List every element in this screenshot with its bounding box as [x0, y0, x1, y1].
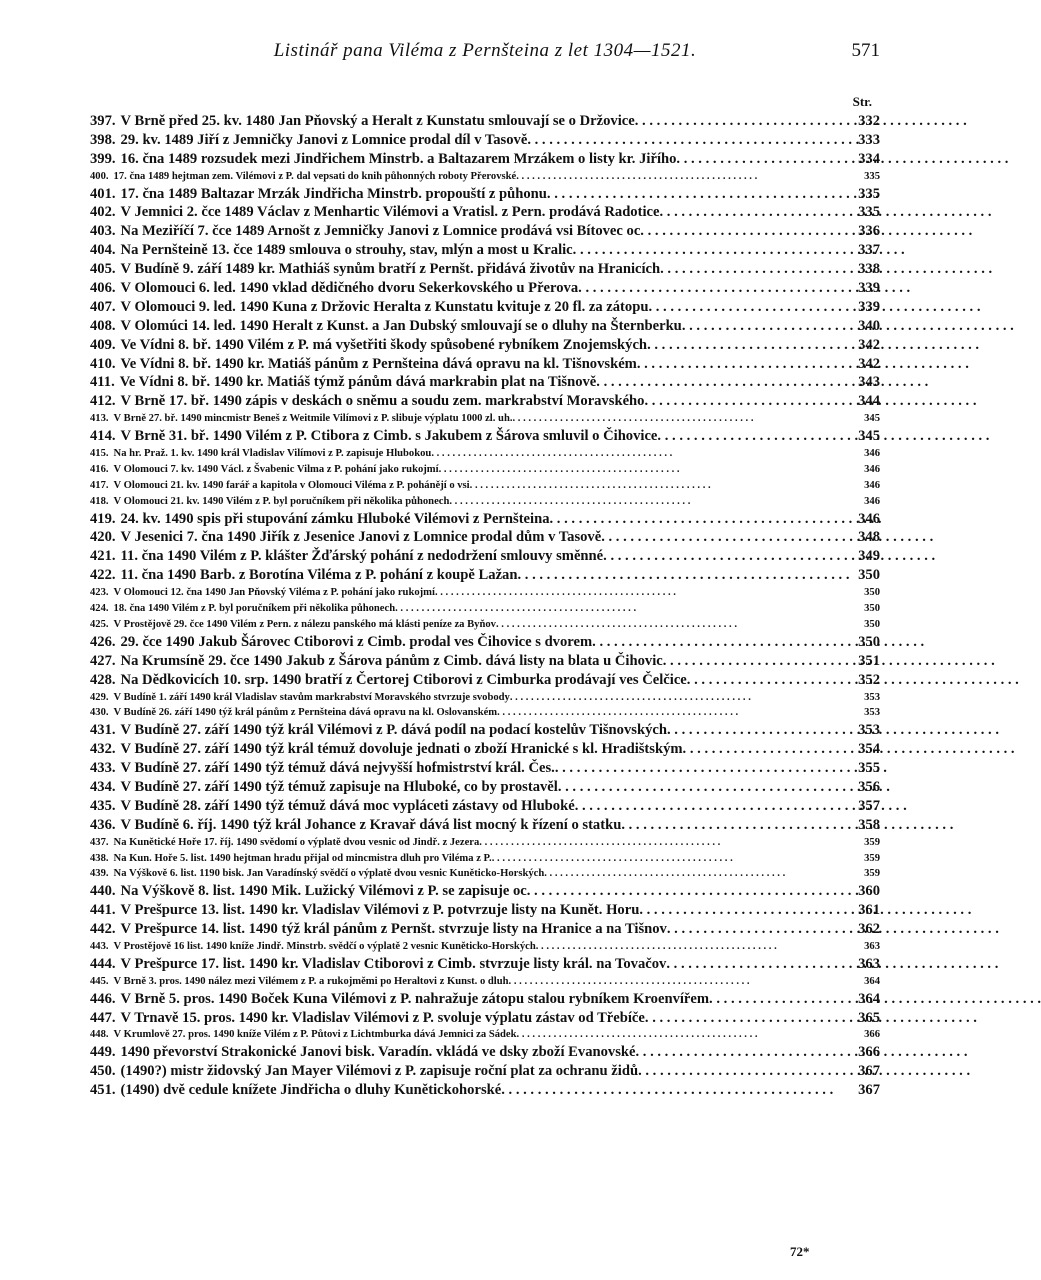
entry-number: 446. [90, 990, 116, 1007]
entry-number: 434. [90, 778, 116, 795]
entry-description: Na Pernšteině 13. čce 1489 smlouva o strouhy, stav, mlýn a most u Kralic [120, 242, 573, 259]
toc-entry [90, 336, 880, 355]
entry-page: 335 [864, 170, 880, 182]
entry-number: 410. [90, 355, 116, 372]
toc-entry [90, 901, 880, 920]
toc-entry [90, 835, 880, 851]
entry-page: 367 [858, 1063, 880, 1080]
toc-entry [90, 241, 880, 260]
entry-number: 419. [90, 510, 116, 527]
toc-entry [90, 1009, 880, 1028]
entry-number: 408. [90, 317, 116, 334]
entry-number: 402. [90, 204, 116, 221]
entry-description: Na Krumsíně 29. čce 1490 Jakub z Šárova pánům z Cimb. dává listy na blata u Čihovic [120, 652, 663, 669]
entry-number: 445. [90, 975, 109, 987]
entry-description: V Brně 3. pros. 1490 nález mezi Vilémem z P. a rukojměmi po Heraltovi z Kunst. o dluh [113, 975, 509, 987]
dot-leader [644, 392, 850, 411]
entry-number: 406. [90, 280, 116, 297]
entry-page: 348 [858, 529, 880, 546]
dot-leader [637, 355, 850, 374]
dot-leader [544, 866, 850, 882]
entry-page: 345 [858, 428, 880, 445]
dot-leader [640, 222, 850, 241]
toc-entry [90, 355, 880, 374]
toc-entry [90, 317, 880, 336]
entry-page: 335 [858, 204, 880, 221]
entry-page: 350 [864, 587, 880, 599]
dot-leader [497, 705, 850, 721]
page-column-label: Str. [852, 94, 872, 109]
entry-description: 29. kv. 1489 Jiří z Jemničky Janovi z Lomnice prodal díl v Tasově [120, 131, 528, 148]
table-of-contents [90, 112, 880, 1100]
entry-number: 448. [90, 1029, 109, 1041]
dot-leader [635, 1043, 850, 1062]
toc-entry [90, 974, 880, 990]
dot-leader [663, 652, 850, 671]
entry-number: 436. [90, 816, 116, 833]
entry-page: 366 [858, 1044, 880, 1061]
entry-page: 357 [858, 797, 880, 814]
entry-page: 355 [858, 760, 880, 777]
entry-page: 354 [858, 741, 880, 758]
entry-number: 415. [90, 448, 109, 460]
entry-description: V Prostějově 29. čce 1490 Vilém z Pern. z nálezu panského má klásti peníze za Byňov [113, 618, 496, 630]
entry-page: 364 [858, 990, 880, 1007]
entry-number: 449. [90, 1044, 116, 1061]
dot-leader [683, 740, 850, 759]
dot-leader [635, 112, 850, 131]
entry-page: 353 [858, 722, 880, 739]
entry-description: V Jemnici 2. čce 1489 Václav z Menhartic Vilémovi a Vratisl. z Pern. prodává Radotice [120, 204, 660, 221]
toc-entry [90, 652, 880, 671]
entry-description: Na Výškově 6. list. 1190 bisk. Jan Varadínský svědčí o výplatě dvou vesnic Kuněticko-Horských [113, 868, 545, 880]
toc-entry [90, 150, 880, 169]
dot-leader [639, 901, 850, 920]
entry-description: 16. čna 1489 rozsudek mezi Jindřichem Minstrb. a Baltazarem Mrzákem o listy kr. Jiřího [120, 150, 677, 167]
dot-leader [578, 279, 850, 298]
entry-number: 435. [90, 797, 116, 814]
toc-entry [90, 131, 880, 150]
dot-leader [659, 203, 850, 222]
entry-description: V Brně před 25. kv. 1480 Jan Pňovský a Heralt z Kunstatu smlouvají se o Držovice [120, 113, 635, 129]
page-number: 571 [851, 40, 880, 61]
toc-entry [90, 373, 880, 392]
toc-entry [90, 1062, 880, 1081]
entry-number: 450. [90, 1063, 116, 1080]
entry-page: 334 [858, 150, 880, 167]
entry-description: 29. čce 1490 Jakub Šárovec Ctiborovi z Cimb. prodal ves Čihovice s dvorem [120, 633, 593, 650]
entry-number: 417. [90, 479, 109, 491]
entry-number: 426. [90, 633, 116, 650]
entry-page: 360 [858, 883, 880, 900]
dot-leader [470, 478, 850, 494]
dot-leader [647, 336, 850, 355]
toc-entry [90, 920, 880, 939]
signature-mark: 72* [790, 1244, 810, 1259]
entry-description: (1490) dvě cedule knížete Jindřicha o dluhy Kunětickohorské [120, 1082, 502, 1099]
toc-entry [90, 169, 880, 185]
entry-description: V Budíně 28. září 1490 týž témuž dává moc vypláceti zástavy od Hluboké [120, 797, 575, 814]
entry-description: Na Meziříčí 7. čce 1489 Arnošt z Jemničky Janovi z Lomnice prodává vsi Bítovec oc [120, 223, 641, 240]
entry-number: 440. [90, 883, 116, 900]
dot-leader [638, 1062, 850, 1081]
toc-entry [90, 1027, 880, 1043]
entry-number: 409. [90, 336, 116, 353]
toc-entry [90, 446, 880, 462]
entry-number: 444. [90, 955, 116, 972]
toc-entry [90, 866, 880, 882]
entry-page: 343 [858, 374, 880, 391]
entry-page: 340 [858, 317, 880, 334]
toc-entry [90, 185, 880, 204]
dot-leader [592, 633, 850, 652]
entry-description: V Olomouci 7. kv. 1490 Václ. z Švabenic Vilma z P. pohání jako rukojmí [113, 463, 439, 475]
dot-leader [709, 990, 850, 1009]
toc-entry [90, 759, 880, 778]
entry-description: V Prešpurce 17. list. 1490 kr. Vladislav Ctiborovi z Cimb. stvrzuje listy král. na Tovačov [120, 955, 667, 972]
entry-page: 350 [864, 603, 880, 615]
entry-page: 353 [864, 707, 880, 719]
entry-number: 404. [90, 242, 116, 259]
toc-entry [90, 260, 880, 279]
entry-description: Ve Vídni 8. bř. 1490 kr. Matiáš pánům z Pernšteina dává opravu na kl. Tišnovském [120, 355, 637, 372]
entry-description: Ve Vídni 8. bř. 1490 Vilém z P. má vyšetřiti škody spůsobené rybníkem Znojemských [120, 336, 648, 353]
entry-number: 401. [90, 185, 116, 202]
entry-number: 429. [90, 691, 109, 703]
entry-description: 1490 převorství Strakonické Janovi bisk. Varadín. vkládá ve dsky zboží Evanovské [120, 1044, 636, 1061]
entry-description: V Budíně 1. září 1490 král Vladislav stavům markrabství Moravského stvrzuje svobody [113, 691, 510, 703]
dot-leader [558, 778, 850, 797]
entry-number: 420. [90, 529, 116, 546]
toc-entry [90, 633, 880, 652]
entry-description: V Budíně 9. září 1489 kr. Mathiáš synům bratří z Pernšt. přidává životův na Hranicích [120, 261, 661, 278]
dot-leader [660, 260, 850, 279]
dot-leader [603, 547, 850, 566]
dot-leader [687, 671, 850, 690]
entry-page: 342 [858, 355, 880, 372]
toc-entry [90, 671, 880, 690]
toc-entry [90, 462, 880, 478]
entry-number: 405. [90, 261, 116, 278]
toc-entry [90, 279, 880, 298]
entry-description: 18. čna 1490 Vilém z P. byl poručníkem při několika půhonech [113, 603, 396, 615]
entry-description: 17. čna 1489 Baltazar Mrzák Jindřicha Minstrb. propouští z půhonu [120, 185, 547, 202]
dot-leader [666, 955, 850, 974]
entry-description: V Brně 17. bř. 1490 zápis v deskách o sněmu a soudu zem. markrabství Moravského [120, 393, 645, 410]
entry-page: 350 [858, 567, 880, 584]
entry-page: 346 [864, 463, 880, 475]
entry-page: 358 [858, 816, 880, 833]
toc-entry [90, 617, 880, 633]
dot-leader [496, 617, 850, 633]
dot-leader [517, 1027, 850, 1043]
entry-description: 11. čna 1490 Barb. z Borotína Viléma z P. pohání z koupě Lažan [120, 567, 518, 584]
toc-entry [90, 203, 880, 222]
dot-leader [657, 427, 850, 446]
toc-entry [90, 690, 880, 706]
entry-page: 345 [864, 413, 880, 425]
dot-leader [682, 317, 850, 336]
entry-number: 431. [90, 722, 116, 739]
toc-entry [90, 882, 880, 901]
entry-page: 362 [858, 921, 880, 938]
entry-page: 346 [864, 448, 880, 460]
dot-leader [550, 510, 851, 529]
entry-number: 430. [90, 707, 109, 719]
toc-entry [90, 721, 880, 740]
entry-page: 346 [864, 479, 880, 491]
entry-number: 424. [90, 603, 109, 615]
dot-leader [492, 851, 850, 867]
entry-description: V Olomouci 21. kv. 1490 farář a kapitola v Olomouci Viléma z P. pohánějí o vsi [113, 479, 470, 491]
entry-number: 412. [90, 393, 116, 410]
entry-number: 407. [90, 298, 116, 315]
entry-page: 356 [858, 778, 880, 795]
entry-description: Na Výškově 8. list. 1490 Mik. Lužický Vilémovi z P. se zapisuje oc [120, 883, 527, 900]
entry-number: 437. [90, 836, 109, 848]
entry-number: 422. [90, 567, 116, 584]
entry-description: Na Kunětické Hoře 17. říj. 1490 svědomí o výplatě dvou vesnic od Jindř. z Jezera [113, 836, 480, 848]
entry-page: 339 [858, 280, 880, 297]
entry-description: Na Kun. Hoře 5. list. 1490 hejtman hradu přijal od mincmistra dluh pro Viléma z P. [113, 852, 492, 864]
entry-description: (1490?) mistr židovský Jan Mayer Vilémovi z P. zapisuje roční plat za ochranu židů [120, 1063, 639, 1080]
dot-leader [395, 601, 850, 617]
toc-entry [90, 816, 880, 835]
entry-description: V Trnavě 15. pros. 1490 kr. Vladislav Vilémovi z P. svoluje výplatu zástav od Třebíče [120, 1009, 645, 1026]
dot-leader [439, 462, 850, 478]
entry-page: 361 [858, 902, 880, 919]
entry-description: Na Dědkovicích 10. srp. 1490 bratří z Čertorej Ctiborovi z Cimburka prodávají ves Čelčice [120, 671, 687, 688]
toc-entry [90, 1043, 880, 1062]
page-header [90, 40, 880, 68]
toc-entry [90, 705, 880, 721]
entry-page: 353 [864, 691, 880, 703]
entry-description: V Prešpurce 13. list. 1490 kr. Vladislav Vilémovi z P. potvrzuje listy na Kunět. Horu [120, 902, 640, 919]
entry-number: 411. [90, 374, 115, 391]
entry-page: 366 [864, 1029, 880, 1041]
entry-page: 335 [858, 185, 880, 202]
toc-entry [90, 601, 880, 617]
entry-description: V Budíně 6. říj. 1490 týž král Johance z Kravař dává list mocný k řízení o statku [120, 816, 622, 833]
dot-leader [516, 169, 850, 185]
toc-entry [90, 797, 880, 816]
dot-leader [510, 690, 850, 706]
entry-description: V Krumlově 27. pros. 1490 kníže Vilém z P. Půtovi z Lichtmburka dává Jemnici za Sádek [113, 1029, 517, 1041]
dot-leader [645, 1009, 850, 1028]
entry-page: 351 [858, 652, 880, 669]
dot-leader [667, 920, 850, 939]
entry-number: 418. [90, 495, 109, 507]
dot-leader [527, 882, 850, 901]
toc-entry [90, 955, 880, 974]
toc-entry [90, 990, 880, 1009]
entry-number: 416. [90, 463, 109, 475]
dot-leader [601, 528, 850, 547]
entry-description: V Budíně 26. září 1490 týž král pánům z Pernšteina dává opravu na kl. Oslovanském [113, 707, 498, 719]
toc-entry [90, 528, 880, 547]
dot-leader [575, 797, 850, 816]
entry-number: 428. [90, 671, 116, 688]
entry-page: 346 [864, 495, 880, 507]
entry-number: 451. [90, 1082, 116, 1099]
entry-description: V Budíně 27. září 1490 týž král Vilémovi z P. dává podíl na podací kostelův Tišnovských [120, 722, 667, 739]
running-title: Listinář pana Viléma z Pernšteina z let 1304—1521. [273, 40, 697, 61]
entry-description: V Brně 31. bř. 1490 Vilém z P. Ctibora z Cimb. s Jakubem z Šárova smluvil o Čihovice [120, 428, 658, 445]
entry-page: 359 [864, 852, 880, 864]
toc-entry [90, 566, 880, 585]
entry-number: 397. [90, 113, 116, 129]
entry-description: V Jesenici 7. čna 1490 Jiřík z Jesenice Janovi z Lomnice prodal dům v Tasově [120, 529, 602, 546]
toc-entry [90, 478, 880, 494]
entry-description: V Budíně 27. září 1490 týž král témuž dovoluje jednati o zboží Hranické s kl. Hradištským [120, 741, 683, 758]
dot-leader [512, 411, 850, 427]
entry-page: 344 [858, 393, 880, 410]
entry-number: 421. [90, 548, 116, 565]
dot-leader [527, 131, 850, 150]
toc-entry [90, 851, 880, 867]
dot-leader [431, 446, 850, 462]
toc-entry [90, 411, 880, 427]
entry-page: 364 [864, 975, 880, 987]
entry-page: 346 [858, 510, 880, 527]
entry-number: 447. [90, 1009, 116, 1026]
toc-entry [90, 112, 880, 131]
dot-leader [449, 494, 850, 510]
toc-entry [90, 494, 880, 510]
entry-page: 338 [858, 261, 880, 278]
toc-entry [90, 547, 880, 566]
toc-entry [90, 427, 880, 446]
entry-number: 432. [90, 741, 116, 758]
toc-entry [90, 585, 880, 601]
dot-leader [596, 373, 850, 392]
dot-leader [536, 939, 850, 955]
dot-leader [573, 241, 850, 260]
entry-number: 403. [90, 223, 116, 240]
entry-description: V Olomouci 12. čna 1490 Jan Pňovský Viléma z P. pohání jako rukojmí [113, 587, 435, 599]
entry-description: V Prostějově 16 list. 1490 kníže Jindř. Minstrb. svědčí o výplatě 2 vesnic Kuněticko-Horských [113, 940, 536, 952]
dot-leader [648, 298, 850, 317]
dot-leader [479, 835, 850, 851]
dot-leader [547, 185, 850, 204]
entry-page: 342 [858, 336, 880, 353]
entry-description: Na hr. Praž. 1. kv. 1490 král Vladislav Vilímovi z P. zapisuje Hlubokou [113, 448, 432, 460]
entry-description: V Olomouci 21. kv. 1490 Vilém z P. byl poručníkem při několika půhonech [113, 495, 450, 507]
entry-number: 423. [90, 587, 109, 599]
toc-entry [90, 939, 880, 955]
entry-description: V Olomouci 9. led. 1490 Kuna z Držovic Heralta z Kunstatu kvituje z 20 fl. za zátopu [120, 298, 649, 315]
dot-leader [517, 566, 850, 585]
dot-leader [676, 150, 850, 169]
entry-page: 365 [858, 1009, 880, 1026]
entry-page: 363 [858, 955, 880, 972]
entry-page: 332 [858, 113, 880, 129]
entry-page: 367 [858, 1082, 880, 1099]
entry-number: 433. [90, 760, 116, 777]
entry-number: 413. [90, 413, 109, 425]
entry-page: 350 [858, 633, 880, 650]
entry-number: 425. [90, 618, 109, 630]
dot-leader [435, 585, 850, 601]
entry-number: 442. [90, 921, 116, 938]
entry-number: 441. [90, 902, 116, 919]
entry-page: 359 [864, 868, 880, 880]
entry-number: 439. [90, 868, 109, 880]
entry-page: 337 [858, 242, 880, 259]
entry-page: 352 [858, 671, 880, 688]
entry-description: V Budíně 27. září 1490 týž témuž dává nejvyšší hofmistrství král. Čes. [120, 760, 555, 777]
toc-entry [90, 740, 880, 759]
toc-entry [90, 778, 880, 797]
entry-page: 336 [858, 223, 880, 240]
dot-leader [509, 974, 850, 990]
entry-description: 24. kv. 1490 spis při stupování zámku Hluboké Vilémovi z Pernšteina [120, 510, 550, 527]
entry-description: 11. čna 1490 Vilém z P. klášter Žďárský pohání z nedodržení smlouvy směnné [120, 548, 604, 565]
entry-description: 17. čna 1489 hejtman zem. Vilémovi z P. dal vepsati do knih půhonných roboty Přerovské [113, 170, 517, 182]
entry-description: V Olomouci 6. led. 1490 vklad dědičného dvoru Sekerkovského u Přerova [120, 280, 579, 297]
toc-entry [90, 222, 880, 241]
entry-number: 438. [90, 852, 109, 864]
toc-entry [90, 392, 880, 411]
entry-page: 350 [864, 618, 880, 630]
entry-number: 427. [90, 652, 116, 669]
entry-description: V Prešpurce 14. list. 1490 týž král pánům z Pernšt. stvrzuje listy na Hranice a na Tišnov [120, 921, 667, 938]
entry-number: 399. [90, 150, 116, 167]
entry-page: 333 [858, 131, 880, 148]
entry-description: V Brně 27. bř. 1490 mincmistr Beneš z Weitmile Vilímovi z P. slibuje výplatu 1000 zl. uh. [113, 413, 513, 425]
toc-entry [90, 510, 880, 529]
entry-page: 339 [858, 298, 880, 315]
dot-leader [555, 759, 850, 778]
entry-page: 349 [858, 548, 880, 565]
dot-leader [667, 721, 850, 740]
entry-description: V Olomúci 14. led. 1490 Heralt z Kunst. a Jan Dubský smlouvají se o dluhy na Šternberku [120, 317, 682, 334]
entry-description: V Brně 5. pros. 1490 Boček Kuna Vilémovi z P. nahražuje zátopu stalou rybníkem Kroenvířem [120, 990, 710, 1007]
toc-entry [90, 1081, 880, 1100]
entry-number: 398. [90, 131, 116, 148]
entry-description: V Budíně 27. září 1490 týž témuž zapisuje na Hluboké, co by prostavěl [120, 778, 558, 795]
dot-leader [501, 1081, 850, 1100]
entry-description: Ve Vídni 8. bř. 1490 kr. Matiáš týmž pánům dává markrabin plat na Tišnově [119, 374, 597, 391]
entry-number: 414. [90, 428, 116, 445]
toc-entry [90, 298, 880, 317]
entry-page: 363 [864, 940, 880, 952]
entry-number: 400. [90, 170, 109, 182]
entry-number: 443. [90, 940, 109, 952]
entry-page: 359 [864, 836, 880, 848]
dot-leader [621, 816, 850, 835]
